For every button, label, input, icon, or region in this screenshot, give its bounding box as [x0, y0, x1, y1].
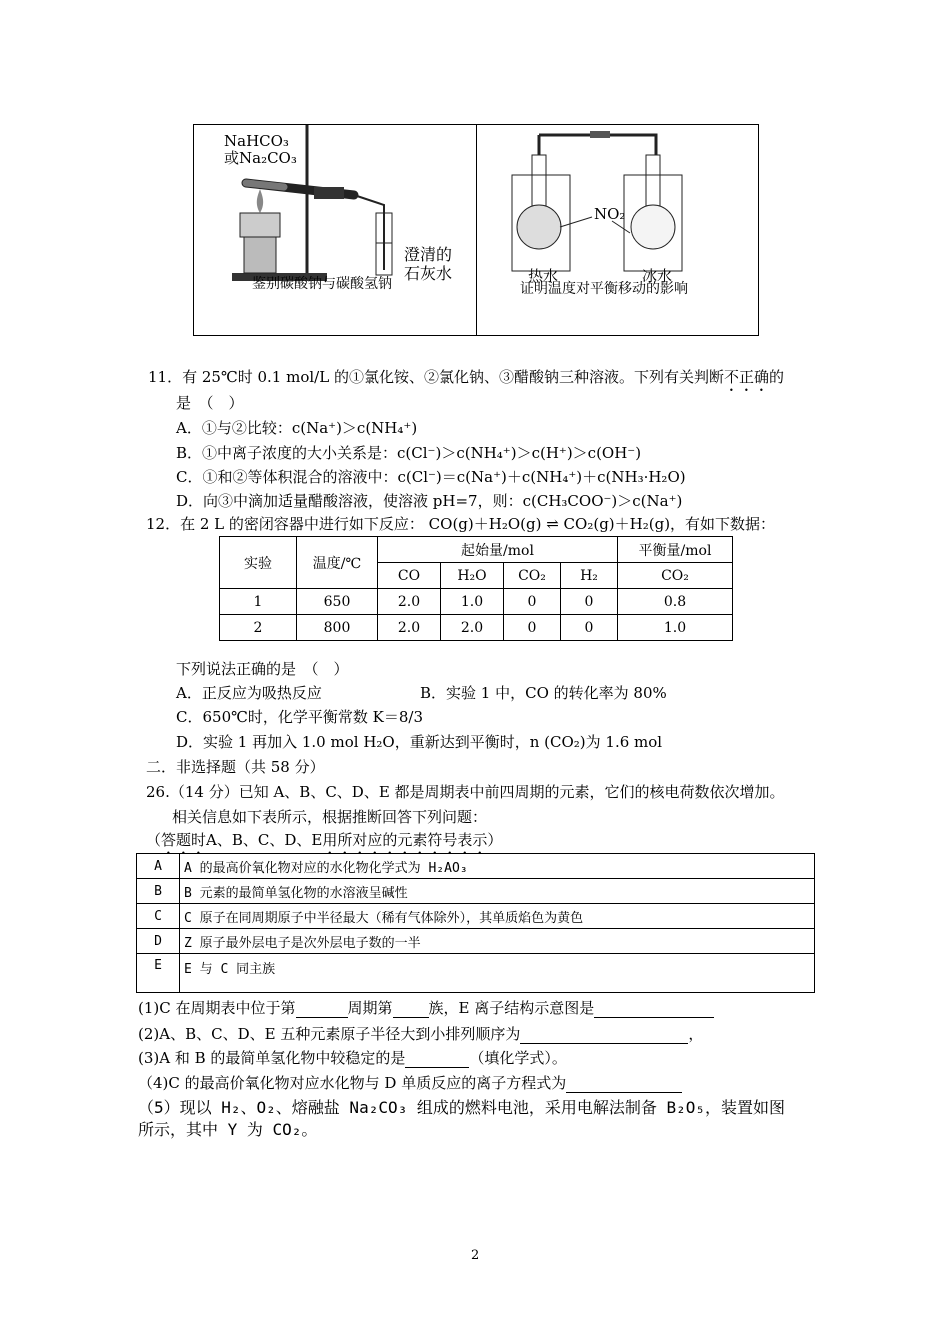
cell: E 与 C 同主族	[180, 954, 815, 993]
clamp	[314, 187, 344, 199]
cell: 650	[297, 589, 378, 615]
cell: 2	[220, 615, 297, 641]
q12-stem: 12．在 2 L 的密闭容器中进行如下反应： CO(g)＋H₂O(g) ⇌ CO₂(g)＋H₂(g)，有如下数据：	[146, 515, 776, 533]
q26-stem2: 相关信息如下表所示，根据推断回答下列问题：	[172, 808, 488, 826]
flask-ice	[631, 205, 675, 249]
ice-water-label: 冰水	[642, 267, 673, 285]
table-row	[137, 954, 815, 993]
hot-water-label: 热水	[528, 267, 559, 285]
q11-option-a: A．①与②比较：c(Na⁺)＞c(NH₄⁺)	[176, 419, 418, 437]
th-exp: 实验	[220, 537, 297, 589]
th-sub: H₂O	[441, 563, 504, 589]
table-row	[137, 879, 815, 904]
cell: 800	[297, 615, 378, 641]
q26-part4: （4)C 的最高价氧化物对应水化物与 D 单质反应的离子方程式为	[138, 1072, 682, 1093]
cell: 0	[561, 589, 618, 615]
no2-label: NO₂	[594, 205, 626, 223]
element-info-table	[136, 853, 815, 993]
lamp-holder	[240, 213, 280, 237]
cell: B 元素的最简单氢化物的水溶液呈碱性	[180, 879, 815, 904]
q12-data-table	[219, 536, 733, 641]
cell: 0.8	[618, 589, 733, 615]
stopcock	[590, 131, 610, 138]
q26-part5-line1: （5）现以 H₂、O₂、熔融盐 Na₂CO₃ 组成的燃料电池，采用电解法制备 B₂O₅，装置如图	[138, 1098, 786, 1117]
cell: B	[137, 879, 180, 904]
th-sub: CO	[378, 563, 441, 589]
cell: C	[137, 904, 180, 929]
th-eq: 平衡量/mol	[618, 537, 733, 563]
page-number: 2	[471, 1248, 480, 1263]
q11-option-d: D．向③中滴加适量醋酸溶液，使溶液 pH=7，则：c(CH₃COO⁻)＞c(Na⁺)	[176, 492, 683, 510]
q11-stem2: 是 （ ）	[176, 394, 244, 412]
cell: 0	[504, 615, 561, 641]
cell: A	[137, 854, 180, 879]
q26-note: （答题时A、B、C、D、E用所对应的元素符号表示）	[146, 831, 503, 849]
table-row	[220, 589, 733, 615]
table-row	[137, 929, 815, 954]
q11-option-c: C．①和②等体积混合的溶液中：c(Cl⁻)＝c(Na⁺)＋c(NH₄⁺)＋c(NH₃·H₂O)	[176, 468, 686, 486]
cell: 2.0	[441, 615, 504, 641]
table-row	[137, 904, 815, 929]
cell: 1.0	[441, 589, 504, 615]
cell: Z 原子最外层电子是次外层电子数的一半	[180, 929, 815, 954]
cell: 1	[220, 589, 297, 615]
reagent-label: NaHCO₃ 或Na₂CO₃	[224, 132, 297, 167]
cell: D	[137, 929, 180, 954]
q26-part3: (3)A 和 B 的最简单氢化物中较稳定的是 （填化学式）。	[138, 1049, 567, 1067]
q26-stem1: 26.（14 分）已知 A、B、C、D、E 都是周期表中前四周期的元素，它们的核电荷数依次增加。	[146, 783, 785, 801]
q12-ask: 下列说法正确的是 （ ）	[176, 660, 349, 678]
th-temp: 温度/℃	[297, 537, 378, 589]
q26-part1: (1)C 在周期表中位于第 周期第 族，E 离子结构示意图是	[138, 997, 714, 1018]
cell: 2.0	[378, 589, 441, 615]
th-sub: CO₂	[504, 563, 561, 589]
q12-option-b: B．实验 1 中，CO 的转化率为 80%	[420, 684, 667, 702]
alcohol-lamp	[244, 235, 276, 273]
reagent-powder	[246, 183, 284, 187]
right-caption: 证明温度对平衡移动的影响	[520, 281, 688, 297]
section-heading: 二．非选择题（共 58 分）	[146, 758, 325, 776]
q26-part2: (2)A、B、C、D、E 五种元素原子半径大到小排列顺序为 ，	[138, 1025, 704, 1043]
cell: E	[137, 954, 180, 993]
delivery-tube	[354, 195, 384, 270]
th-sub: H₂	[561, 563, 618, 589]
q11-stem: 11．有 25℃时 0.1 mol/L 的①氯化铵、②氯化钠、③醋酸钠三种溶液。下列有关判断不正确的	[148, 368, 784, 386]
q26-part5-line2: 所示，其中 Y 为 CO₂。	[138, 1120, 318, 1139]
cell: C 原子在同周期原子中半径最大（稀有气体除外），其单质焰色为黄色	[180, 904, 815, 929]
cell: A 的最高价氧化物对应的水化物化学式为 H₂AO₃	[180, 854, 815, 879]
q12-option-c: C．650℃时，化学平衡常数 K＝8/3	[176, 708, 424, 726]
cell: 2.0	[378, 615, 441, 641]
th-init: 起始量/mol	[378, 537, 618, 563]
flame	[257, 189, 263, 213]
left-caption: 鉴别碳酸钠与碳酸氢钠	[252, 276, 392, 292]
q12-option-d: D．实验 1 再加入 1.0 mol H₂O，重新达到平衡时，n (CO₂)为 1.6 mol	[176, 733, 663, 751]
flask-hot	[517, 205, 561, 249]
limewater-label: 澄清的 石灰水	[404, 245, 453, 283]
cell: 1.0	[618, 615, 733, 641]
experiment-figure	[193, 124, 759, 336]
th-sub: CO₂	[618, 563, 733, 589]
table-row	[137, 854, 815, 879]
q11-option-b: B．①中离子浓度的大小关系是：c(Cl⁻)＞c(NH₄⁺)＞c(H⁺)＞c(OH⁻)	[176, 444, 642, 462]
q12-option-a: A．正反应为吸热反应	[176, 684, 322, 702]
cell: 0	[504, 589, 561, 615]
cell: 0	[561, 615, 618, 641]
table-row	[220, 615, 733, 641]
